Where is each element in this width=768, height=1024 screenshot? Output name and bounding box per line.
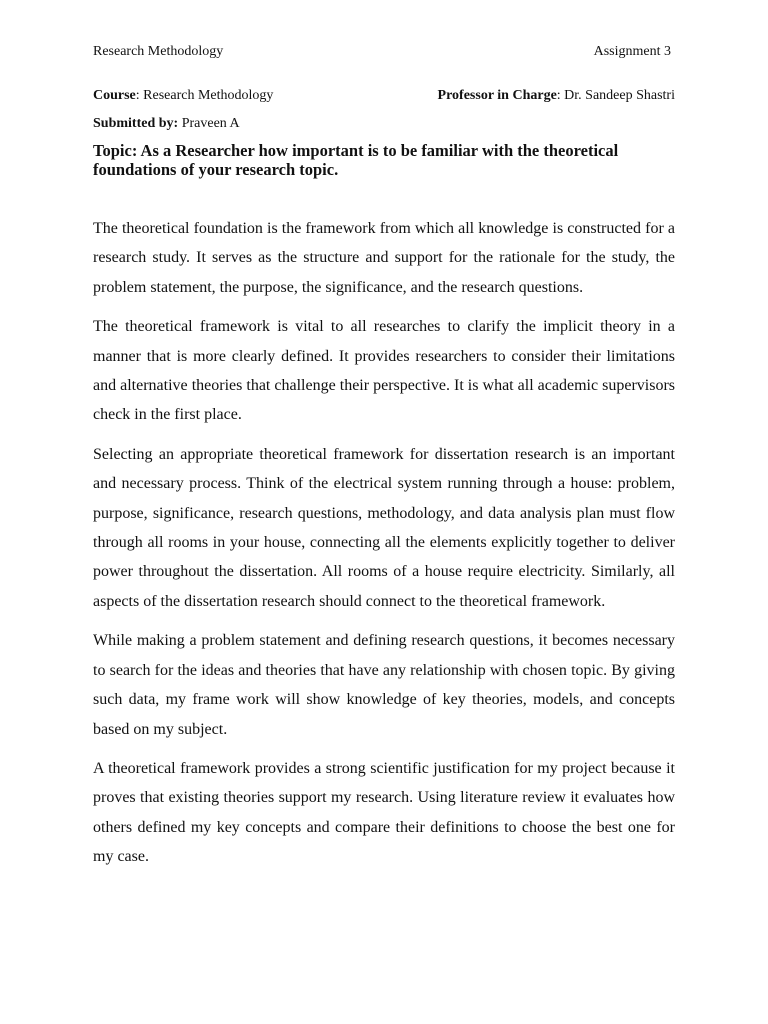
submitted-row xyxy=(93,115,675,133)
course-value: : Research Methodology xyxy=(135,88,274,103)
paragraph: The theoretical framework is vital to all researches to clarify the implicit theory in a manner that is more clearly defined. It provides researchers to consider their limitations and alternative theories that challenge their perspective. It is what all academic supervisors check in the first place. xyxy=(93,318,675,424)
course-info xyxy=(93,88,273,103)
header-course-title: Research Methodology xyxy=(93,44,224,59)
paragraph: While making a problem statement and defining research questions, it becomes necessary to search for the ideas and theories that have any relationship with chosen topic. By giving such data, my frame work will show knowledge of key theories, models, and concepts based on my subject. xyxy=(93,632,675,738)
paragraph: A theoretical framework provides a strong scientific justification for my project because it proves that existing theories support my research. Using literature review it evaluates how others defined my key concepts and compare their definitions to choose the best one for my case. xyxy=(93,759,675,866)
paragraph: The theoretical foundation is the framework from which all knowledge is constructed for a research study. It serves as the structure and support for the rationale for the study, the problem statement, the purpose, the significance, and the research questions. xyxy=(93,220,675,296)
header-assignment-number: Assignment 3 xyxy=(593,44,671,59)
course-label: Course xyxy=(93,88,136,103)
paragraph: Selecting an appropriate theoretical framework for dissertation research is an important and necessary process. Think of the electrical system running through a house: problem, purpose, significance, research questions, methodology, and data analysis plan must flow through all rooms in your house, connecting all the elements explicitly together to deliver power throughout the dissertation. All rooms of a house require electricity. Similarly, all aspects of the dissertation research should connect to the theoretical framework. xyxy=(93,445,675,610)
document-page xyxy=(93,0,675,1024)
topic-heading: Topic: As a Researcher how important is to be familiar with the theoretical foundations of your research topic. xyxy=(93,141,619,179)
submitted-label: Submitted by: xyxy=(93,116,179,131)
body-text xyxy=(93,214,675,882)
submitted-value: Praveen A xyxy=(178,116,240,131)
professor-info xyxy=(438,87,675,105)
professor-label: Professor in Charge xyxy=(437,88,557,103)
professor-value: : Dr. Sandeep Shastri xyxy=(556,88,675,103)
course-row xyxy=(93,87,675,105)
